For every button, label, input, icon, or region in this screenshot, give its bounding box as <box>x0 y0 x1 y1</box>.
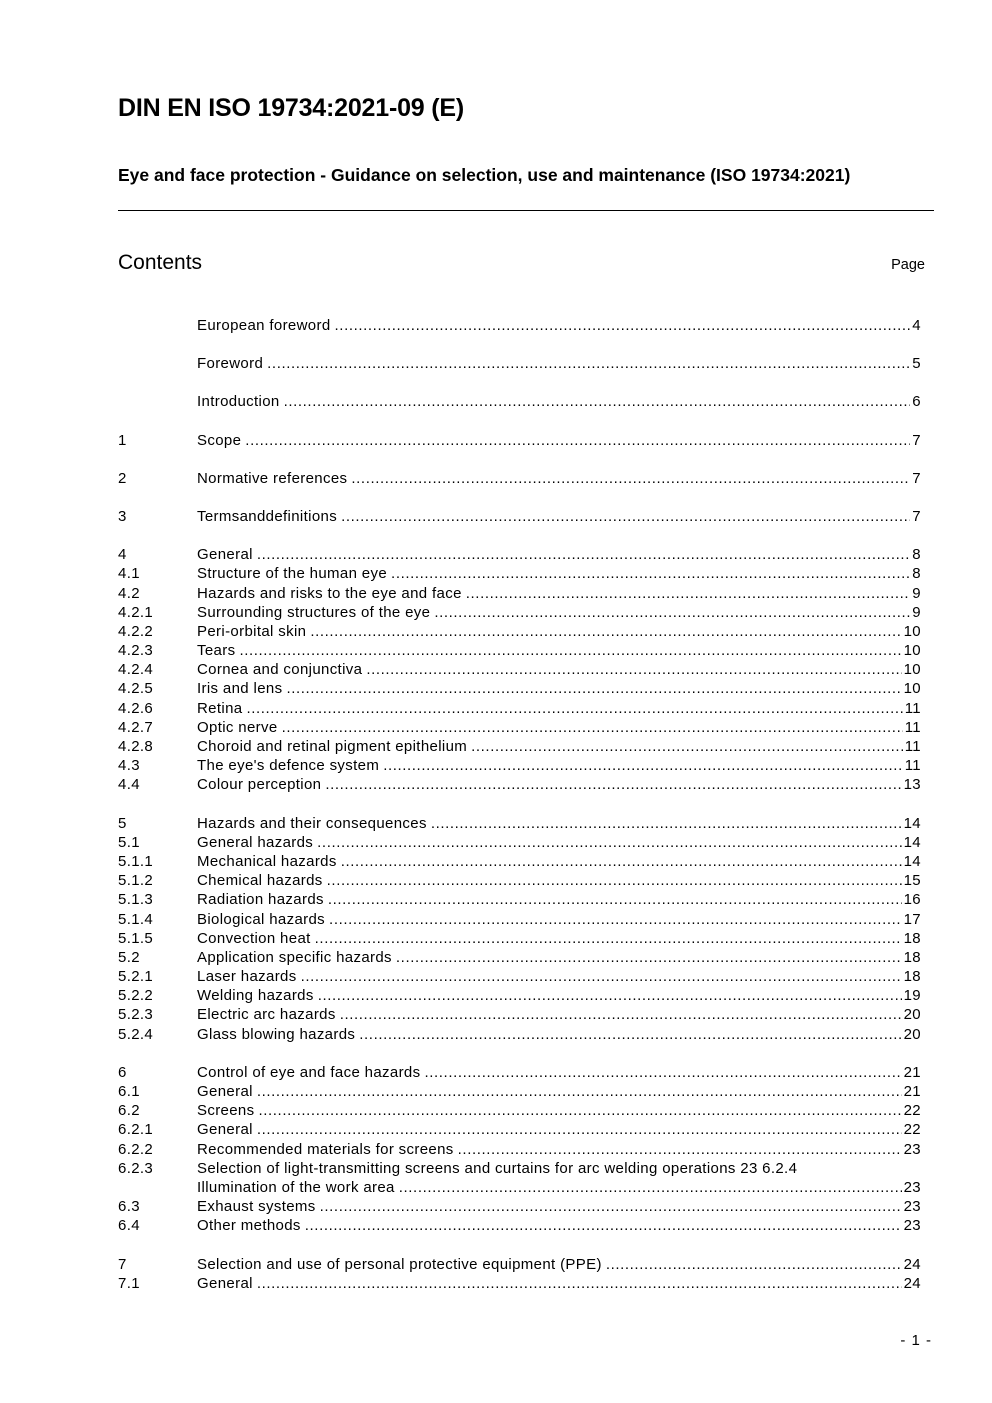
toc-entry-title: Recommended materials for screens <box>197 1140 454 1158</box>
toc-dot-leader <box>257 1120 902 1139</box>
toc-entry[interactable] <box>118 354 921 373</box>
toc-entry-title: Colour perception <box>197 776 322 794</box>
toc-entry-number: 6.2.3 <box>118 1159 154 1177</box>
toc-entry-page: 14 <box>903 814 921 832</box>
toc-entry-page: 13 <box>903 776 921 794</box>
toc-dot-leader <box>325 775 901 794</box>
toc-dot-leader <box>301 967 902 986</box>
page-column-heading: Page <box>891 257 925 273</box>
toc-dot-leader <box>320 1197 902 1216</box>
toc-dot-leader <box>606 1255 902 1274</box>
toc-entry-number: 5.1.5 <box>118 929 154 947</box>
toc-entry[interactable] <box>118 392 921 411</box>
toc-entry-number: 4.2.2 <box>118 622 154 640</box>
toc-dot-leader <box>258 1101 901 1120</box>
toc-entry-title: Retina <box>197 699 243 717</box>
toc-entry[interactable] <box>118 545 921 564</box>
toc-entry-page: 14 <box>903 833 921 851</box>
toc-entry-title: General <box>197 1083 253 1100</box>
toc-dot-leader <box>257 1274 902 1293</box>
toc-entry-title: Iris and lens <box>197 680 283 698</box>
contents-heading: Contents <box>118 251 203 274</box>
toc-dot-leader <box>399 1178 902 1197</box>
toc-entry[interactable] <box>118 469 921 488</box>
toc-entry-title: Optic nerve <box>197 718 278 736</box>
toc-entry-page: 10 <box>903 661 921 679</box>
toc-entry-page: 7 <box>912 507 921 525</box>
toc-entry-title: Glass blowing hazards <box>197 1025 356 1043</box>
toc-entry-page: 7 <box>912 431 921 449</box>
toc-entry-number: 4.2.7 <box>118 718 154 736</box>
toc-dot-leader <box>366 660 901 679</box>
toc-entry-title: General <box>197 546 253 564</box>
toc-entry-number: 4.4 <box>118 776 140 794</box>
toc-dot-leader <box>245 431 910 450</box>
toc-entry-page: 15 <box>903 872 921 890</box>
toc-entry-page: 24 <box>903 1255 921 1273</box>
toc-dot-leader <box>424 1063 901 1082</box>
toc-entry-page: 21 <box>903 1063 921 1081</box>
document-title: DIN EN ISO 19734:2021-09 (E) <box>118 94 464 122</box>
toc-entry-page: 19 <box>903 987 921 1005</box>
toc-entry-page: 5 <box>912 355 921 373</box>
toc-entry[interactable] <box>118 660 921 679</box>
toc-dot-leader <box>282 718 903 737</box>
toc-dot-leader <box>359 1025 901 1044</box>
toc-entry-number: 5.2 <box>118 948 140 966</box>
toc-entry-number: 4 <box>118 546 127 564</box>
toc-entry-number: 6 <box>118 1063 127 1081</box>
toc-entry[interactable] <box>118 890 921 909</box>
toc-entry-page: 6 <box>912 393 921 411</box>
toc-entry[interactable] <box>118 1178 921 1197</box>
toc-entry-number: 5.1.3 <box>118 891 154 909</box>
toc-entry-number: 5.2.1 <box>118 968 154 986</box>
toc-entry[interactable] <box>118 718 921 737</box>
toc-entry[interactable] <box>118 1025 921 1044</box>
toc-entry-number: 5.2.3 <box>118 1006 154 1024</box>
toc-entry[interactable] <box>118 910 921 929</box>
toc-entry-number: 5.1.2 <box>118 872 154 890</box>
toc-entry-number: 5.1 <box>118 833 140 851</box>
toc-entry-title: Convection heat <box>197 929 311 947</box>
toc-entry-title: Laser hazards <box>197 968 297 986</box>
toc-entry[interactable] <box>118 948 921 967</box>
toc-dot-leader <box>239 641 901 660</box>
toc-entry-title: Introduction <box>197 393 280 411</box>
toc-dot-leader <box>257 1082 902 1101</box>
toc-dot-leader <box>351 469 910 488</box>
toc-entry-number: 4.2.8 <box>118 738 154 755</box>
toc-entry-page: 23 <box>903 1178 921 1196</box>
toc-entry-number: 6.3 <box>118 1198 140 1216</box>
toc-entry[interactable] <box>118 871 921 890</box>
toc-dot-leader <box>335 316 911 335</box>
toc-entry-page: 22 <box>903 1121 921 1139</box>
toc-entry-title: General <box>197 1274 253 1292</box>
toc-entry-page: 23 <box>903 1217 921 1235</box>
toc-dot-leader <box>318 986 902 1005</box>
toc-dot-leader <box>341 507 910 526</box>
toc-entry-page: 18 <box>903 929 921 947</box>
toc-entry-page: 11 <box>904 757 921 775</box>
toc-entry-title: General <box>197 1121 253 1139</box>
toc-dot-leader <box>284 392 911 411</box>
toc-entry-number: 4.2.6 <box>118 699 154 717</box>
toc-dot-leader <box>341 852 902 871</box>
toc-entry-title: Radiation hazards <box>197 891 324 909</box>
toc-entry-page: 7 <box>912 469 921 487</box>
toc-dot-leader <box>329 910 902 929</box>
toc-dot-leader <box>434 603 910 622</box>
toc-entry[interactable] <box>118 431 921 450</box>
toc-entry-number: 5.1.4 <box>118 910 154 928</box>
toc-entry[interactable] <box>118 986 921 1005</box>
toc-dot-leader <box>305 1216 902 1235</box>
toc-entry-title: Choroid and retinal pigment epithelium <box>197 738 468 755</box>
toc-dot-leader <box>286 679 901 698</box>
toc-entry-number: 4.2.3 <box>118 642 154 660</box>
toc-entry[interactable] <box>118 1063 921 1082</box>
toc-entry-page: 24 <box>903 1274 921 1292</box>
toc-entry-number: 5.2.2 <box>118 987 154 1005</box>
toc-dot-leader <box>257 545 910 564</box>
toc-entry-title: Electric arc hazards <box>197 1006 336 1024</box>
toc-entry[interactable] <box>118 929 921 948</box>
toc-entry-page: 9 <box>912 584 921 602</box>
toc-entry-title: Exhaust systems <box>197 1198 316 1216</box>
toc-entry-title: Foreword <box>197 355 264 373</box>
toc-entry[interactable] <box>118 641 921 660</box>
toc-entry-page: 11 <box>904 699 921 717</box>
toc-entry-title: Control of eye and face hazards <box>197 1063 421 1081</box>
toc-entry-title: Termsanddefinitions <box>197 507 338 525</box>
toc-entry-page: 10 <box>903 642 921 660</box>
toc-entry[interactable] <box>118 1005 921 1024</box>
toc-entry-title: Welding hazards <box>197 987 314 1005</box>
toc-entry-title: Selection of light-transmitting screens and curtains for arc welding operations 23 6.2.4 <box>197 1159 798 1177</box>
toc-entry-number: 1 <box>118 431 127 449</box>
toc-dot-leader <box>471 737 903 756</box>
toc-entry[interactable] <box>118 737 921 756</box>
toc-dot-leader <box>246 699 902 718</box>
toc-entry-page: 23 <box>903 1140 921 1158</box>
toc-entry-page: 8 <box>912 546 921 564</box>
toc-entry-number: 4.1 <box>118 565 140 583</box>
toc-entry-page: 11 <box>904 718 921 736</box>
toc-dot-leader <box>328 890 902 909</box>
toc-entry-page: 18 <box>903 948 921 966</box>
toc-dot-leader <box>317 833 901 852</box>
toc-entry[interactable] <box>118 564 921 583</box>
toc-entry-title: Biological hazards <box>197 910 326 928</box>
toc-entry-number: 6.1 <box>118 1083 140 1100</box>
toc-dot-leader <box>383 756 903 775</box>
toc-entry-number: 7.1 <box>118 1274 140 1292</box>
toc-entry-title: Surrounding structures of the eye <box>197 603 431 621</box>
toc-entry-number: 6.2 <box>118 1102 140 1120</box>
toc-entry[interactable] <box>118 679 921 698</box>
toc-dot-leader <box>267 354 910 373</box>
toc-entry[interactable] <box>118 603 921 622</box>
toc-dot-leader <box>340 1005 902 1024</box>
toc-entry-title: Structure of the human eye <box>197 565 388 583</box>
toc-dot-leader <box>466 584 911 603</box>
toc-entry-page: 10 <box>903 680 921 698</box>
toc-entry-page: 20 <box>903 1025 921 1043</box>
toc-entry[interactable] <box>118 1082 921 1101</box>
toc-entry[interactable] <box>118 852 921 871</box>
toc-entry-number: 4.2.4 <box>118 661 154 679</box>
toc-entry-title: The eye's defence system <box>197 757 380 775</box>
toc-entry-number: 4.3 <box>118 757 140 775</box>
toc-entry-page: 11 <box>904 738 921 755</box>
toc-entry-title: Illumination of the work area <box>197 1178 395 1196</box>
toc-entry-page: 16 <box>903 891 921 909</box>
toc-entry[interactable] <box>118 1274 921 1293</box>
toc-entry[interactable] <box>118 775 921 794</box>
toc-entry[interactable] <box>118 756 921 775</box>
toc-entry-title: General hazards <box>197 833 314 851</box>
toc-entry-title: Selection and use of personal protective equipment (PPE) <box>197 1255 602 1273</box>
toc-entry[interactable] <box>118 814 921 833</box>
toc-entry-number: 2 <box>118 469 127 487</box>
toc-dot-leader <box>315 929 902 948</box>
toc-entry-number: 5 <box>118 814 127 832</box>
toc-entry-title: Tears <box>197 642 236 660</box>
toc-entry-title: Hazards and their consequences <box>197 814 427 832</box>
toc-entry[interactable] <box>118 584 921 603</box>
toc-entry-number: 4.2.5 <box>118 680 154 698</box>
toc-entry-page: 22 <box>903 1102 921 1120</box>
toc-entry-page: 18 <box>903 968 921 986</box>
toc-dot-leader <box>391 564 910 583</box>
toc-entry-number: 4.2 <box>118 584 140 602</box>
toc-entry[interactable] <box>118 1159 921 1178</box>
toc-entry[interactable] <box>118 316 921 335</box>
toc-dot-leader <box>310 622 901 641</box>
table-of-contents <box>118 316 921 1293</box>
toc-entry-title: Application specific hazards <box>197 948 392 966</box>
toc-entry[interactable] <box>118 507 921 526</box>
toc-entry[interactable] <box>118 1197 921 1216</box>
toc-entry-page: 10 <box>903 622 921 640</box>
toc-entry-title: Screens <box>197 1102 255 1120</box>
toc-entry-page: 23 <box>903 1198 921 1216</box>
toc-entry-number: 5.1.1 <box>118 852 154 870</box>
toc-entry-number: 6.4 <box>118 1217 140 1235</box>
toc-entry-title: Mechanical hazards <box>197 852 337 870</box>
toc-dot-leader <box>327 871 902 890</box>
toc-entry-number: 6.2.1 <box>118 1121 154 1139</box>
toc-entry-number: 6.2.2 <box>118 1140 154 1158</box>
toc-entry[interactable] <box>118 833 921 852</box>
toc-entry-page: 21 <box>903 1083 921 1100</box>
toc-entry-title: Peri-orbital skin <box>197 622 307 640</box>
toc-dot-leader <box>458 1140 902 1159</box>
toc-entry-title: Scope <box>197 431 242 449</box>
document-subtitle: Eye and face protection - Guidance on selection, use and maintenance (ISO 19734:2021) <box>118 165 851 185</box>
toc-entry-page: 14 <box>903 852 921 870</box>
toc-entry[interactable] <box>118 1216 921 1235</box>
toc-entry[interactable] <box>118 1120 921 1139</box>
toc-entry-number: 4.2.1 <box>118 603 154 621</box>
toc-entry-page: 20 <box>903 1006 921 1024</box>
toc-entry-page: 8 <box>912 565 921 583</box>
toc-entry-number: 5.2.4 <box>118 1025 154 1043</box>
toc-entry-title: Chemical hazards <box>197 872 323 890</box>
toc-entry-title: European foreword <box>197 317 331 334</box>
toc-entry-title: Normative references <box>197 469 348 487</box>
toc-entry[interactable] <box>118 1101 921 1120</box>
page-number: - 1 - <box>900 1332 932 1349</box>
toc-entry-title: Hazards and risks to the eye and face <box>197 584 462 602</box>
toc-entry[interactable] <box>118 967 921 986</box>
toc-entry-title: Cornea and conjunctiva <box>197 661 363 679</box>
toc-dot-leader <box>431 814 902 833</box>
toc-entry-number: 3 <box>118 507 127 525</box>
toc-entry-page: 4 <box>912 317 921 334</box>
toc-entry-page: 9 <box>912 603 921 621</box>
toc-entry-page: 17 <box>903 910 921 928</box>
title-divider <box>118 210 934 211</box>
toc-dot-leader <box>396 948 902 967</box>
toc-entry[interactable] <box>118 622 921 641</box>
toc-entry[interactable] <box>118 1255 921 1274</box>
toc-entry-number: 7 <box>118 1255 127 1273</box>
toc-entry-title: Other methods <box>197 1217 301 1235</box>
toc-entry[interactable] <box>118 1140 921 1159</box>
toc-entry[interactable] <box>118 699 921 718</box>
